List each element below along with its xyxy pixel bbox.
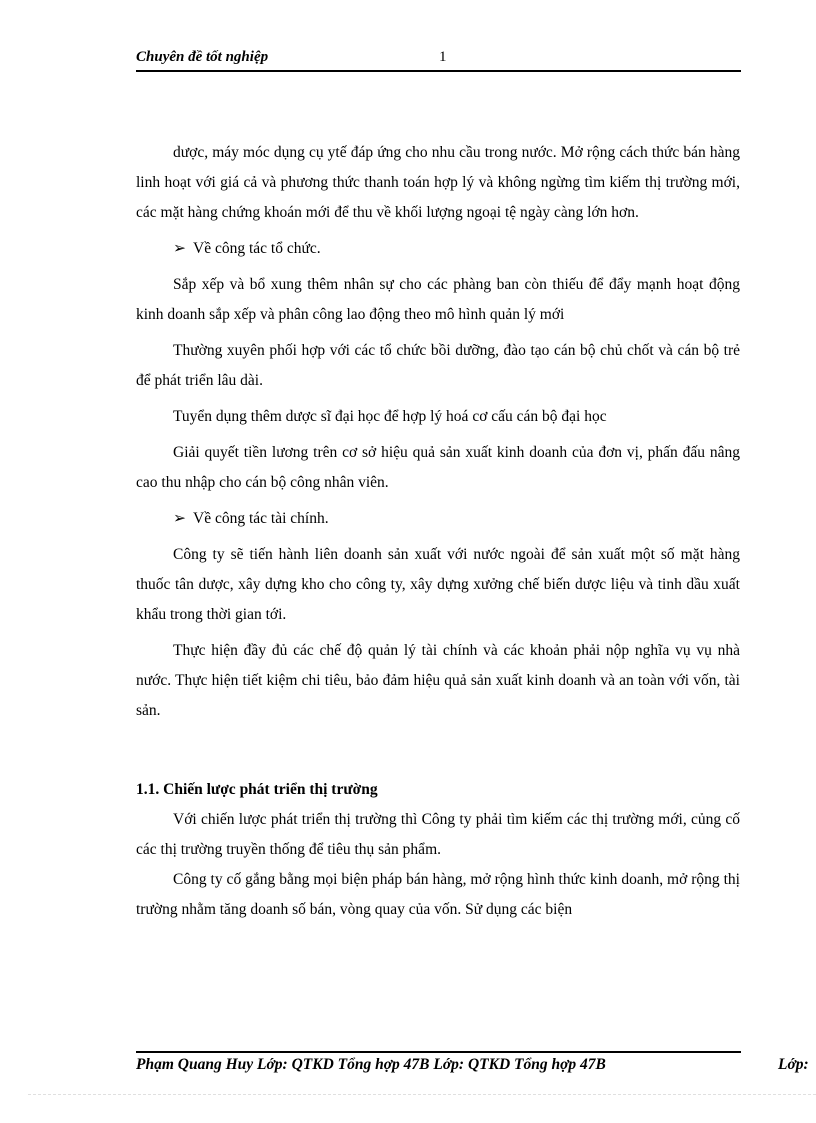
arrow-bullet-icon: ➢ — [173, 240, 186, 257]
paragraph: Với chiến lược phát triển thị trường thì Công ty phải tìm kiếm các thị trường mới, củng cố các thị trường truyền thống để tiêu thụ sản phẩm. — [136, 811, 740, 858]
paragraph: Sắp xếp và bổ xung thêm nhân sự cho các phàng ban còn thiếu để đẩy mạnh hoạt động kinh doanh sắp xếp và phân công lao động theo mô hình quản lý mới — [136, 276, 740, 323]
paragraph: Giải quyết tiền lương trên cơ sở hiệu quả sản xuất kinh doanh của đơn vị, phấn đấu nâng cao thu nhập cho cán bộ công nhân viên. — [136, 444, 740, 491]
page-header — [136, 46, 741, 72]
bullet-item — [136, 234, 740, 264]
header-title: Chuyên đề tốt nghiệp — [136, 49, 269, 65]
paragraph: Công ty cố gắng bằng mọi biện pháp bán hàng, mở rộng hình thức kinh doanh, mở rộng thị trường nhằm tăng doanh số bán, vòng quay của vốn. Sử dụng các biện — [136, 871, 740, 918]
bullet-text: Về công tác tổ chức. — [193, 240, 321, 257]
section-heading: 1.1. Chiến lược phát triển thị trường — [136, 781, 378, 798]
footer-rule — [136, 1051, 741, 1053]
document-body — [136, 138, 740, 925]
page-number: 1 — [439, 49, 447, 65]
bullet-text: Về công tác tài chính. — [193, 510, 329, 527]
page-break-line — [28, 1094, 816, 1095]
arrow-bullet-icon: ➢ — [173, 510, 186, 527]
footer-right-text: Lớp: — [778, 1056, 809, 1073]
bullet-item — [136, 504, 740, 534]
paragraph: Công ty sẽ tiến hành liên doanh sản xuất với nước ngoài để sản xuất một số mặt hàng thuốc tân dược, xây dựng kho cho công ty, xây dựng xưởng chế biến dược liệu và tinh dầu xuất khẩu trong thời gian tới. — [136, 546, 740, 623]
footer-text: Phạm Quang Huy Lớp: QTKD Tổng hợp 47B Lớp: QTKD Tổng hợp 47B — [136, 1056, 606, 1073]
paragraph: dược, máy móc dụng cụ ytế đáp ứng cho nhu cầu trong nước. Mở rộng cách thức bán hàng linh hoạt với giá cả và phương thức thanh toán hợp lý và không ngừng tìm kiếm thị trường mới, các mặt hàng chứng khoán mới để thu về khối lượng ngoại tệ ngày càng lớn hơn. — [136, 144, 740, 221]
paragraph: Thực hiện đầy đủ các chế độ quản lý tài chính và các khoản phải nộp nghĩa vụ vụ nhà nước. Thực hiện tiết kiệm chi tiêu, bảo đảm hiệu quả sản xuất kinh doanh và an toàn với vốn, tài sản. — [136, 642, 740, 719]
paragraph: Thường xuyên phối hợp với các tổ chức bồi dưỡng, đào tạo cán bộ chủ chốt và cán bộ trẻ để phát triển lâu dài. — [136, 342, 740, 389]
paragraph: Tuyển dụng thêm dược sĩ đại học để hợp lý hoá cơ cấu cán bộ đại học — [173, 408, 607, 425]
